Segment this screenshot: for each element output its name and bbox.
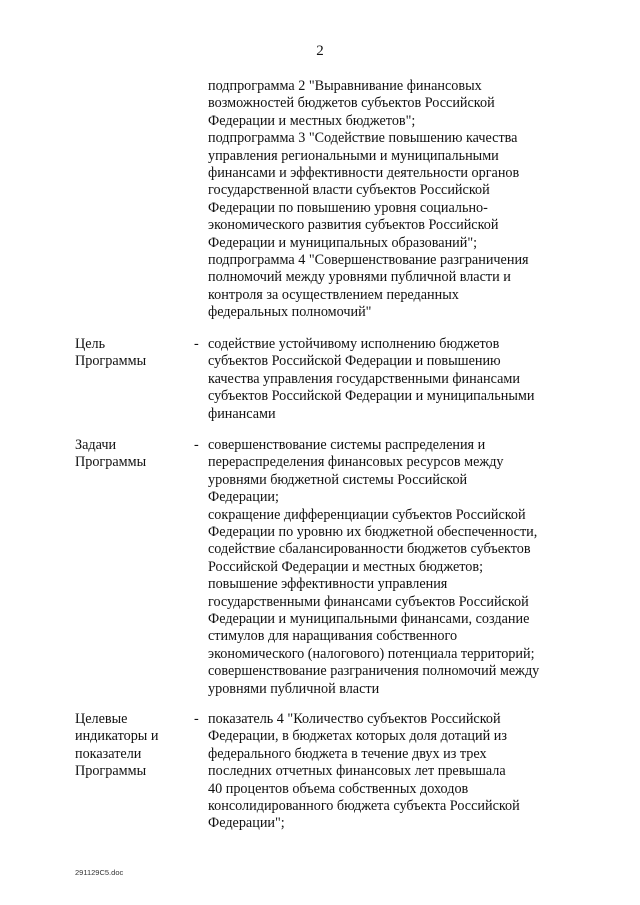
page-number: 2: [316, 43, 324, 59]
section-goal-dash: -: [194, 336, 199, 352]
section-indicators-dash: -: [194, 711, 199, 727]
section-tasks-text: совершенствование системы распределения и перераспределения финансовых ресурсов между уровнями бюджетной системы Российской Федерации; сокращение дифференциации субъектов Российской Федерации по уровню их бюджетной обеспеченности, содействие сбалансированности бюджетов субъектов Российской Федерации и местных бюджетов; повышение эффективности управления государственными финансами субъектов Российской Федерации и муниципальными финансами, создание стимулов для наращивания собственного экономического (налогового) потенциала территорий; совершенствование разграничения полномочий между уровнями публичной власти: [208, 437, 540, 697]
section-goal-label: Цель Программы: [75, 336, 147, 370]
section-tasks-dash: -: [194, 437, 199, 453]
section-goal-text: содействие устойчивому исполнению бюджетов субъектов Российской Федерации и повышению качества управления государственными финансами субъектов Российской Федерации и муниципальными финансами: [208, 336, 535, 422]
subprograms-text: подпрограмма 2 "Выравнивание финансовых возможностей бюджетов субъектов Российской Федерации и местных бюджетов"; подпрограмма 3 "Содействие повышению качества управления региональными и муниципальными финансами и эффективности деятельности органов государственной власти субъектов Российской Федерации по повышению уровня социально- экономического развития субъектов Российской Федерации и муниципальных образований"; подпрограмма 4 "Совершенствование разграничения полномочий между уровнями публичной власти и контроля за осуществлением переданных федеральных полномочий": [208, 78, 529, 321]
document-footer: 291129C5.doc: [75, 868, 124, 877]
section-indicators-label: Целевые индикаторы и показатели Программы: [75, 711, 159, 780]
section-indicators-text: показатель 4 "Количество субъектов Российской Федерации, в бюджетах которых доля дотаций из федерального бюджета в течение двух из трех последних отчетных финансовых лет превышала 40 процентов объема собственных доходов консолидированного бюджета субъекта Российской Федерации";: [208, 711, 520, 832]
section-tasks-label: Задачи Программы: [75, 437, 147, 471]
